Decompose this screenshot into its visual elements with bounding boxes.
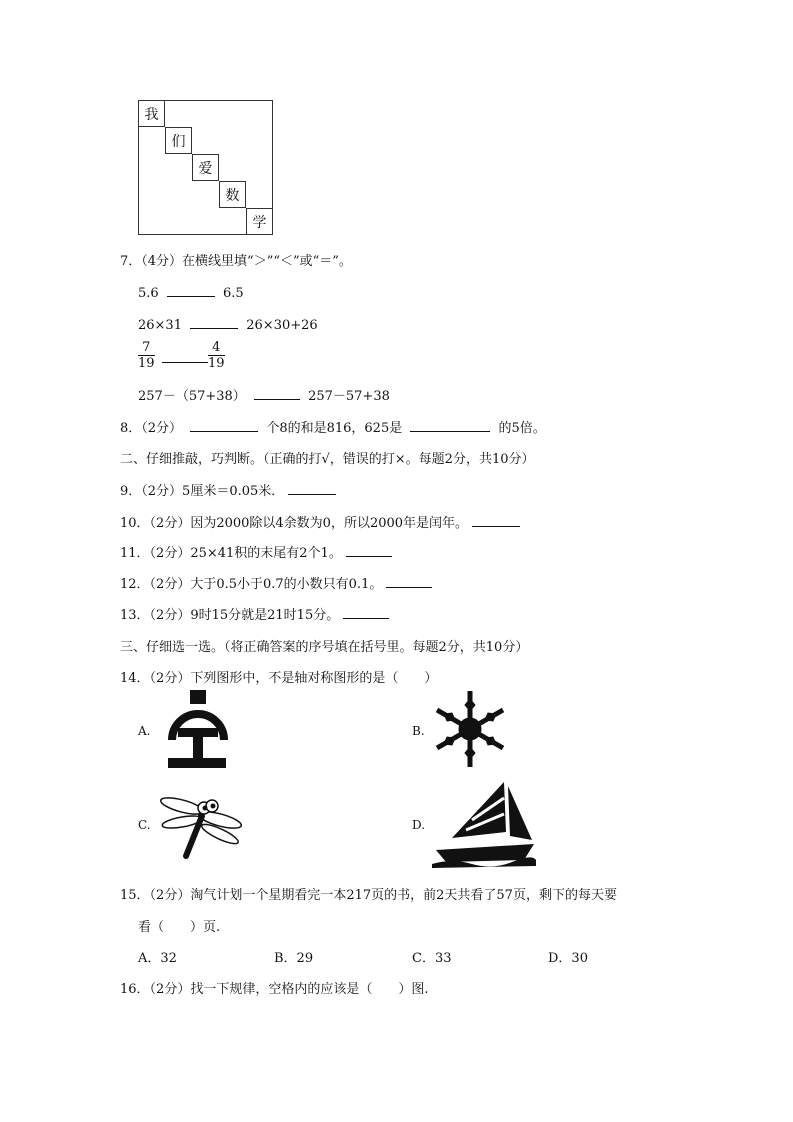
q14-option-c-label[interactable]: C. bbox=[138, 818, 151, 832]
q15-line2: 看（ ）页. bbox=[138, 920, 221, 935]
q12-answer-blank[interactable] bbox=[386, 573, 432, 588]
q15-line1: 15．（2分）淘气计划一个星期看完一本217页的书，前2天共看了57页，剩下的每天要 bbox=[120, 888, 617, 903]
q13-answer-blank[interactable] bbox=[343, 604, 389, 619]
q7-frac1-denominator: 19 bbox=[138, 356, 155, 371]
q14-title: 14．（2分）下列图形中，不是轴对称图形的是（ ） bbox=[120, 671, 438, 686]
q14-option-d-label[interactable]: D. bbox=[412, 818, 426, 832]
q7-row2-right: 26×30+26 bbox=[246, 318, 318, 333]
section3-heading: 三、仔细选一选。（将正确答案的序号填在括号里。每题2分，共10分） bbox=[120, 640, 529, 655]
q10-text: 10．（2分）因为2000除以4余数为0，所以2000年是闰年。 bbox=[120, 516, 469, 531]
grid-cell-4: 数 bbox=[219, 181, 246, 208]
q14-option-b-label[interactable]: B. bbox=[412, 724, 425, 738]
q7-row1 bbox=[138, 282, 244, 301]
section2-heading: 二、仔细推敲，巧判断。（正确的打√，错误的打×。每题2分，共10分） bbox=[120, 452, 535, 467]
q12-text: 12．（2分）大于0.5小于0.7的小数只有0.1。 bbox=[120, 577, 383, 592]
q7-row3-blank[interactable] bbox=[162, 362, 208, 363]
q12 bbox=[120, 573, 436, 592]
railway-logo-icon[interactable] bbox=[160, 686, 236, 772]
grid-cell-2: 们 bbox=[165, 127, 192, 154]
q7-row2-left: 26×31 bbox=[138, 318, 182, 333]
q8-blank2[interactable] bbox=[410, 417, 490, 432]
q7-frac1-numerator: 7 bbox=[138, 340, 155, 356]
q11-answer-blank[interactable] bbox=[346, 542, 392, 557]
q7-row1-left: 5.6 bbox=[138, 286, 159, 301]
q7-row1-blank[interactable] bbox=[167, 282, 215, 297]
q7-row4 bbox=[138, 385, 390, 404]
q7-row2-blank[interactable] bbox=[190, 314, 238, 329]
q9-answer-blank[interactable] bbox=[288, 480, 336, 495]
q11-text: 11．（2分）25×41积的末尾有2个1。 bbox=[120, 546, 342, 561]
q14-option-a-label[interactable]: A. bbox=[138, 724, 151, 738]
q7-fraction-right bbox=[208, 340, 225, 371]
q8-blank1[interactable] bbox=[190, 417, 258, 432]
q7-frac2-denominator: 19 bbox=[208, 356, 225, 371]
grid-cell-3: 爱 bbox=[192, 154, 219, 181]
q7-fraction-left bbox=[138, 340, 155, 371]
q8-part1: 8．（2分） bbox=[120, 421, 183, 436]
q8-part3: 的5倍。 bbox=[498, 421, 546, 436]
q7-row1-right: 6.5 bbox=[222, 286, 244, 301]
dragonfly-icon[interactable] bbox=[158, 792, 244, 860]
q15-option-c[interactable]: C．33 bbox=[412, 951, 452, 966]
q7-title: 7．（4分）在横线里填“＞”“＜”或“＝”。 bbox=[120, 254, 352, 269]
q15-option-b[interactable]: B．29 bbox=[274, 951, 314, 966]
sailboat-icon[interactable] bbox=[432, 780, 538, 868]
q9-text: 9．（2分）5厘米＝0.05米． bbox=[120, 484, 285, 499]
q10-answer-blank[interactable] bbox=[472, 512, 520, 527]
q7-row4-blank[interactable] bbox=[254, 385, 300, 400]
q15-option-a[interactable]: A．32 bbox=[138, 951, 177, 966]
q10 bbox=[120, 512, 524, 531]
q11 bbox=[120, 542, 396, 561]
grid-cell-1: 我 bbox=[138, 100, 165, 127]
character-grid bbox=[138, 100, 273, 235]
q16: 16．（2分）找一下规律，空格内的应该是（ ）图. bbox=[120, 982, 429, 997]
q8 bbox=[120, 417, 546, 436]
q13-text: 13．（2分）9时15分就是21时15分。 bbox=[120, 608, 340, 623]
q8-part2: 个8的和是816，625是 bbox=[266, 421, 403, 436]
grid-cell-5: 学 bbox=[246, 208, 273, 235]
q7-row4-left: 257－（57+38） bbox=[138, 389, 246, 404]
q7-row2 bbox=[138, 314, 318, 333]
q13 bbox=[120, 604, 393, 623]
q7-frac2-numerator: 4 bbox=[208, 340, 225, 356]
snowflake-icon[interactable] bbox=[432, 688, 508, 770]
q9 bbox=[120, 480, 340, 499]
q15-option-d[interactable]: D．30 bbox=[548, 951, 588, 966]
q7-row4-right: 257－57+38 bbox=[308, 389, 390, 404]
